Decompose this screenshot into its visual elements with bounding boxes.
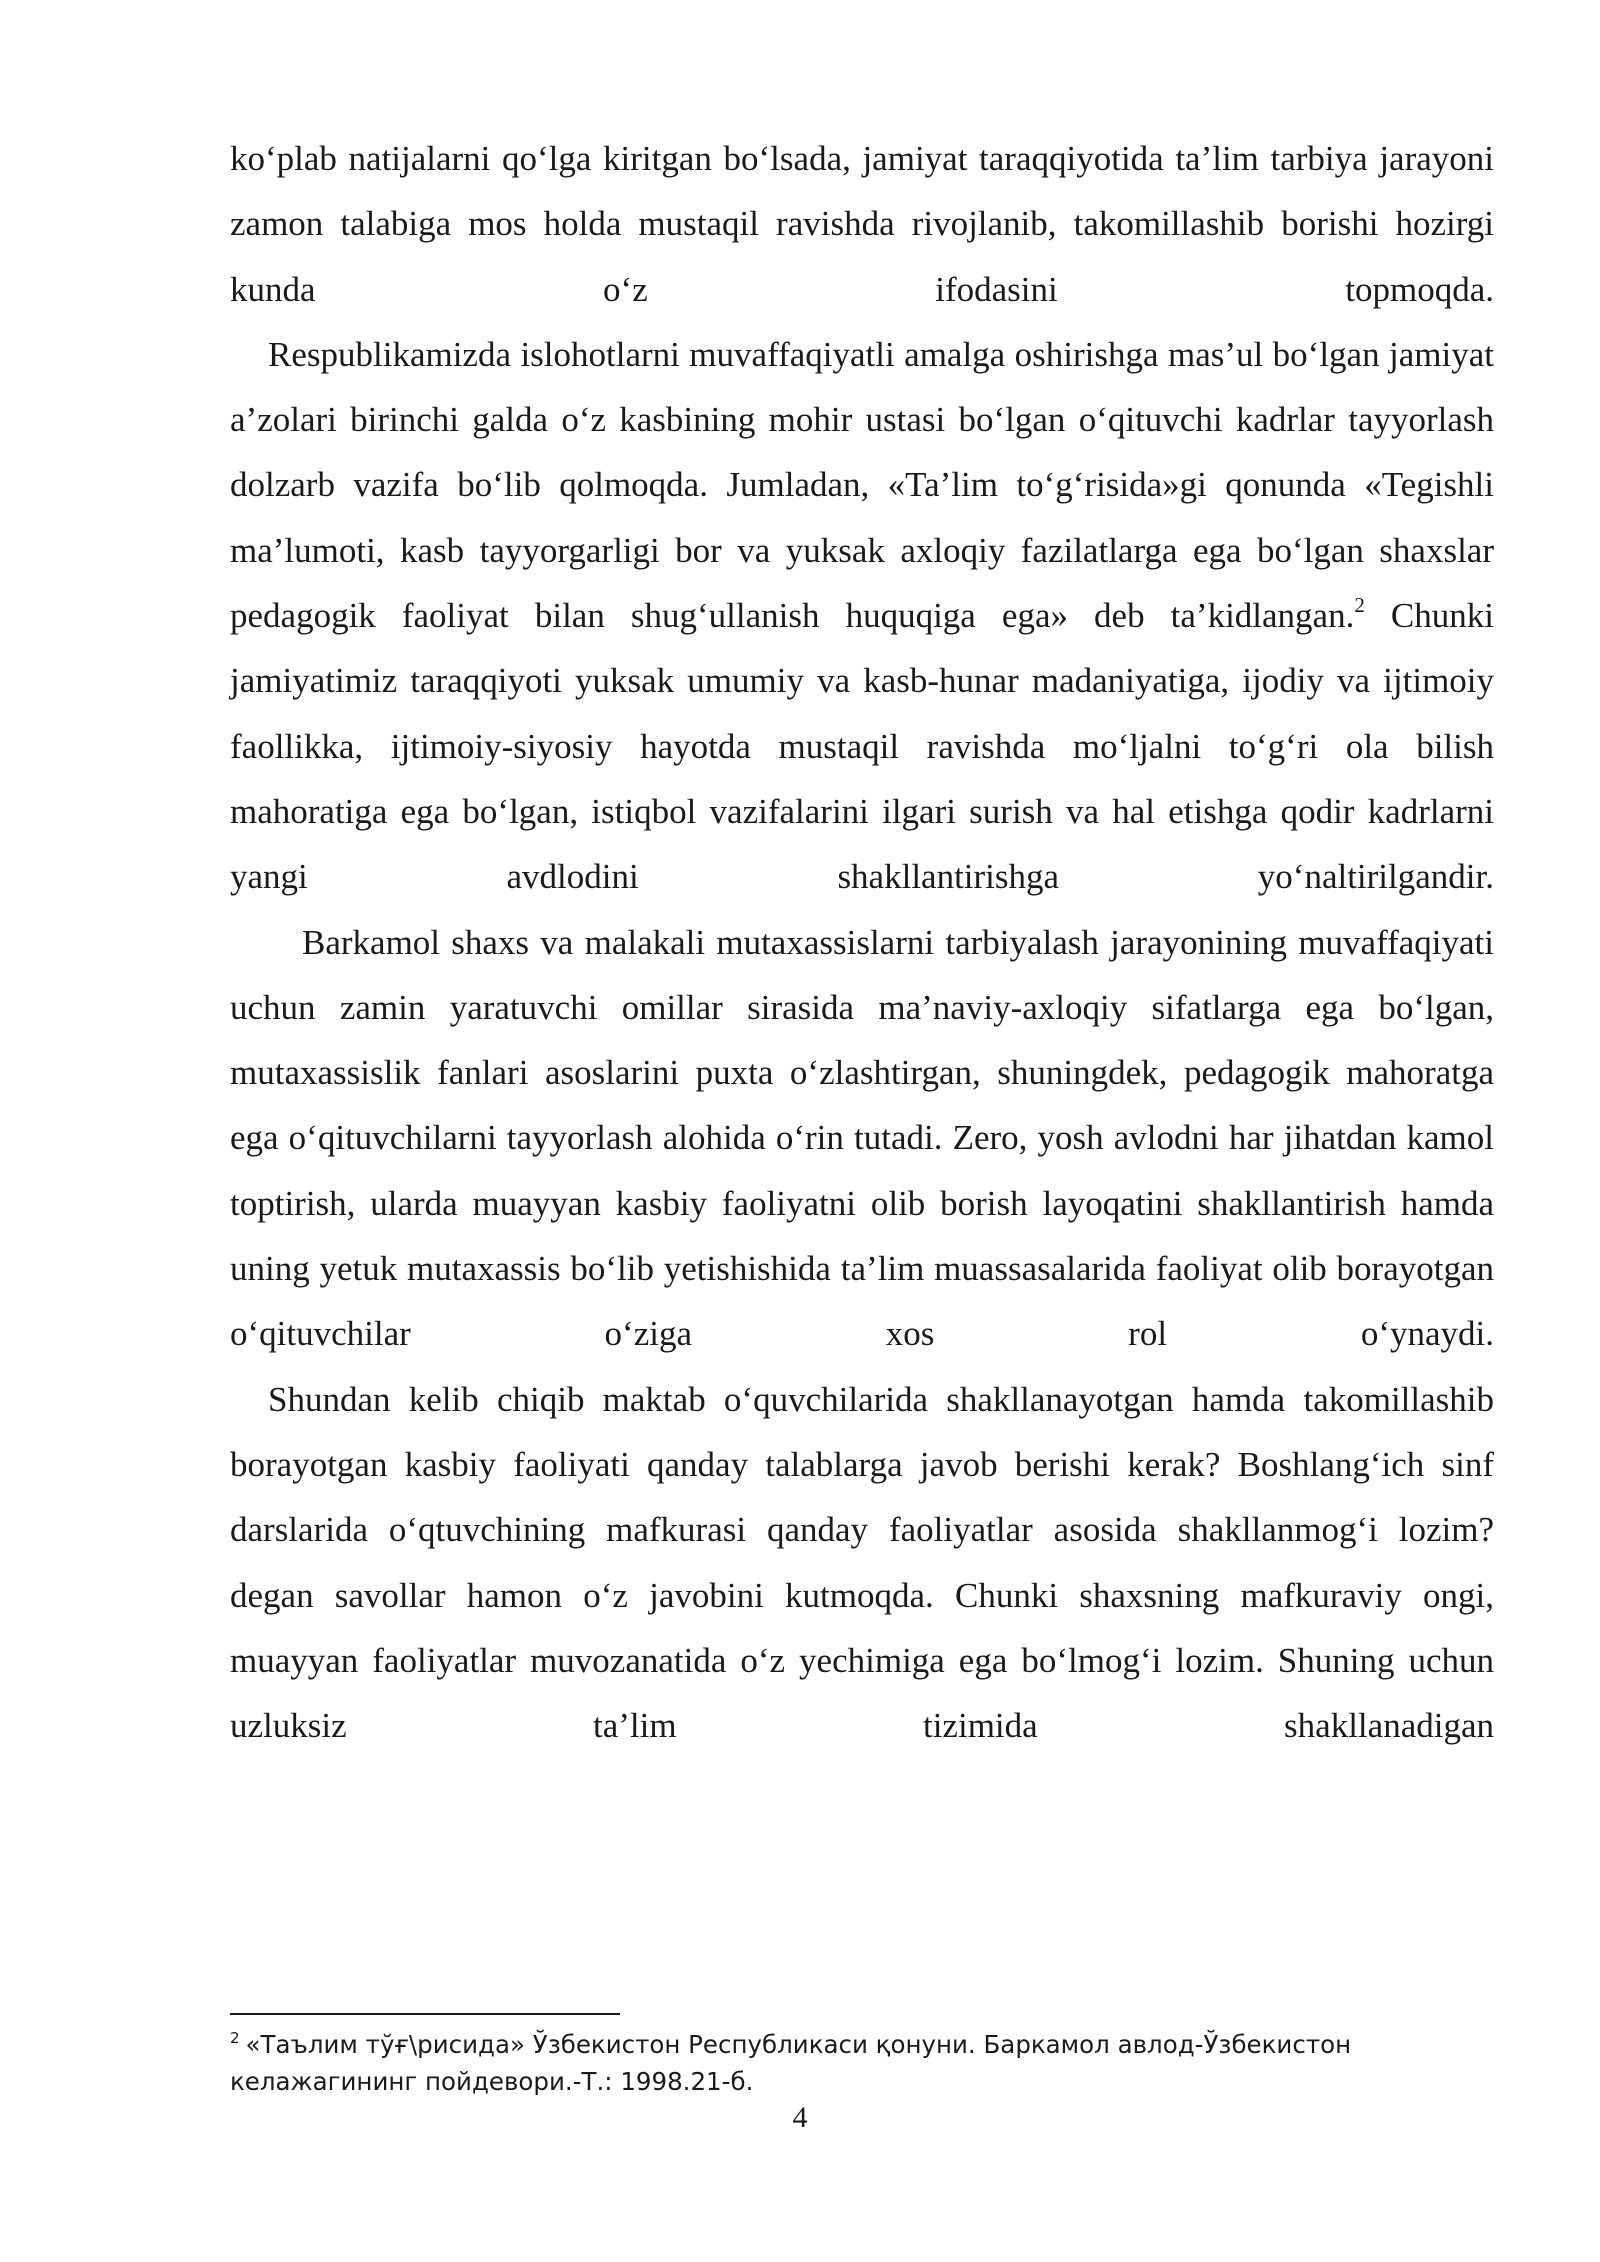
footnote xyxy=(230,2026,1494,2100)
footnote-separator xyxy=(230,2013,620,2015)
body-text xyxy=(230,126,1494,1758)
text-line: jamiyat a’zolari birinchi galda o‘z kasbining mohir ustasi bo‘lgan o‘qituvchi xyxy=(230,334,1494,440)
text-line: shakllanmog‘i lozim? degan savollar hamon o‘z javobini kutmoqda. Chunki xyxy=(230,1510,1495,1615)
text-line: o‘ynaydi. xyxy=(1360,1314,1494,1354)
text-line: vazifalarini ilgari surish va hal etishga qodir kadrlarni yangi avdlodini xyxy=(230,791,1495,897)
footnote-text: «Таълим тўғ\рисида» Ўзбекистон Республикаси қонуни. Баркамол авлод-Ўзбекистон xyxy=(245,2030,1352,2059)
footnote-line: келажагининг пойдевори.-Т.: 1998.21-б. xyxy=(230,2067,754,2096)
text-line: ta’lim muassasalarida faoliyat olib borayotgan o‘qituvchilar o‘ziga xos rol xyxy=(230,1249,1495,1354)
text-line: Shundan kelib chiqib maktab o‘quvchilarida shakllanayotgan hamda xyxy=(268,1379,1286,1419)
text-line: jarayoni zamon talabiga mos holda mustaqil ravishda rivojlanib, takomillashib xyxy=(230,139,1494,244)
text-line: pedagogik mahoratga ega o‘qituvchilarni tayyorlash alohida o‘rin tutadi. Zero, xyxy=(230,1053,1495,1158)
text-line: borishi hozirgi kunda o‘z ifodasini topmoqda. xyxy=(230,204,1495,309)
text-line: Barkamol shaxs va malakali mutaxassislarni tarbiyalash jarayonining xyxy=(302,922,1288,962)
text-line: Chunki jamiyatimiz taraqqiyoti yuksak umumiy xyxy=(230,596,1495,701)
paragraph-3 xyxy=(230,910,1494,1367)
text-line: ega bo‘lgan, mutaxassislik fanlari asoslarini puxta o‘zlashtirgan, shuningdek, xyxy=(230,987,1494,1093)
paragraph-2 xyxy=(230,322,1494,910)
text-line: mustaqil ravishda mo‘ljalni to‘g‘ri ola bilish mahoratiga ega bo‘lgan, istiqbol xyxy=(230,726,1494,831)
text-line: axloqiy fazilatlarga ega bo‘lgan shaxslar pedagogik faoliyat bilan shug‘ullanish xyxy=(230,530,1494,636)
paragraph-4 xyxy=(230,1367,1494,1759)
paragraph-1 xyxy=(230,126,1494,322)
text-line: shaxsning mafkuraviy ongi, muayyan faoliyatlar muvozanatida o‘z yechimiga ega xyxy=(230,1575,1494,1680)
page-number: 4 xyxy=(792,2101,808,2134)
text-line: to‘g‘risida»gi qonunda «Tegishli ma’lumoti, kasb tayyorgarligi bor va yuksak xyxy=(230,465,1494,570)
footnote-reference: 2 xyxy=(1354,593,1365,618)
text-line: Respublikamizda islohotlarni muvaffaqiyatli amalga oshirishga mas’ul bo‘lgan xyxy=(268,334,1380,374)
text-line: yosh avlodni har jihatdan kamol toptirish, ularda muayyan kasbiy faoliyatni olib xyxy=(230,1118,1494,1223)
text-line: Boshlang‘ich sinf darslarida o‘qtuvchining mafkurasi qanday faoliyatlar asosida xyxy=(230,1444,1495,1550)
footnote-line xyxy=(230,2026,1494,2063)
footnote-mark: 2 xyxy=(230,2029,240,2047)
text-line: muvaffaqiyati uchun zamin yaratuvchi omillar sirasida ma’naviy-axloqiy sifatlarga xyxy=(230,922,1494,1027)
text-line: shakllantirishga yo‘naltirilgandir. xyxy=(837,857,1494,897)
text-line: huquqiga ega» deb ta’kidlangan. xyxy=(845,596,1355,636)
text-line: va kasb-hunar madaniyatiga, ijodiy va ijtimoiy faollikka, ijtimoiy-siyosiy hayotda xyxy=(230,661,1495,766)
text-line: kadrlar tayyorlash dolzarb vazifa bo‘lib qolmoqda. Jumladan, «Ta’lim xyxy=(230,400,1495,505)
text-line: takomillashib borayotgan kasbiy faoliyati qanday talablarga javob berishi kerak? xyxy=(230,1379,1495,1484)
text-line: borish layoqatini shakllantirish hamda uning yetuk mutaxassis bo‘lib yetishishida xyxy=(230,1183,1494,1289)
text-line: bo‘lmog‘i lozim. Shuning uchun uzluksiz ta’lim tizimida shakllanadigan xyxy=(230,1640,1495,1746)
text-line: ko‘plab natijalarni qo‘lga kiritgan bo‘lsada, jamiyat taraqqiyotida ta’lim tarbiya xyxy=(230,139,1368,178)
